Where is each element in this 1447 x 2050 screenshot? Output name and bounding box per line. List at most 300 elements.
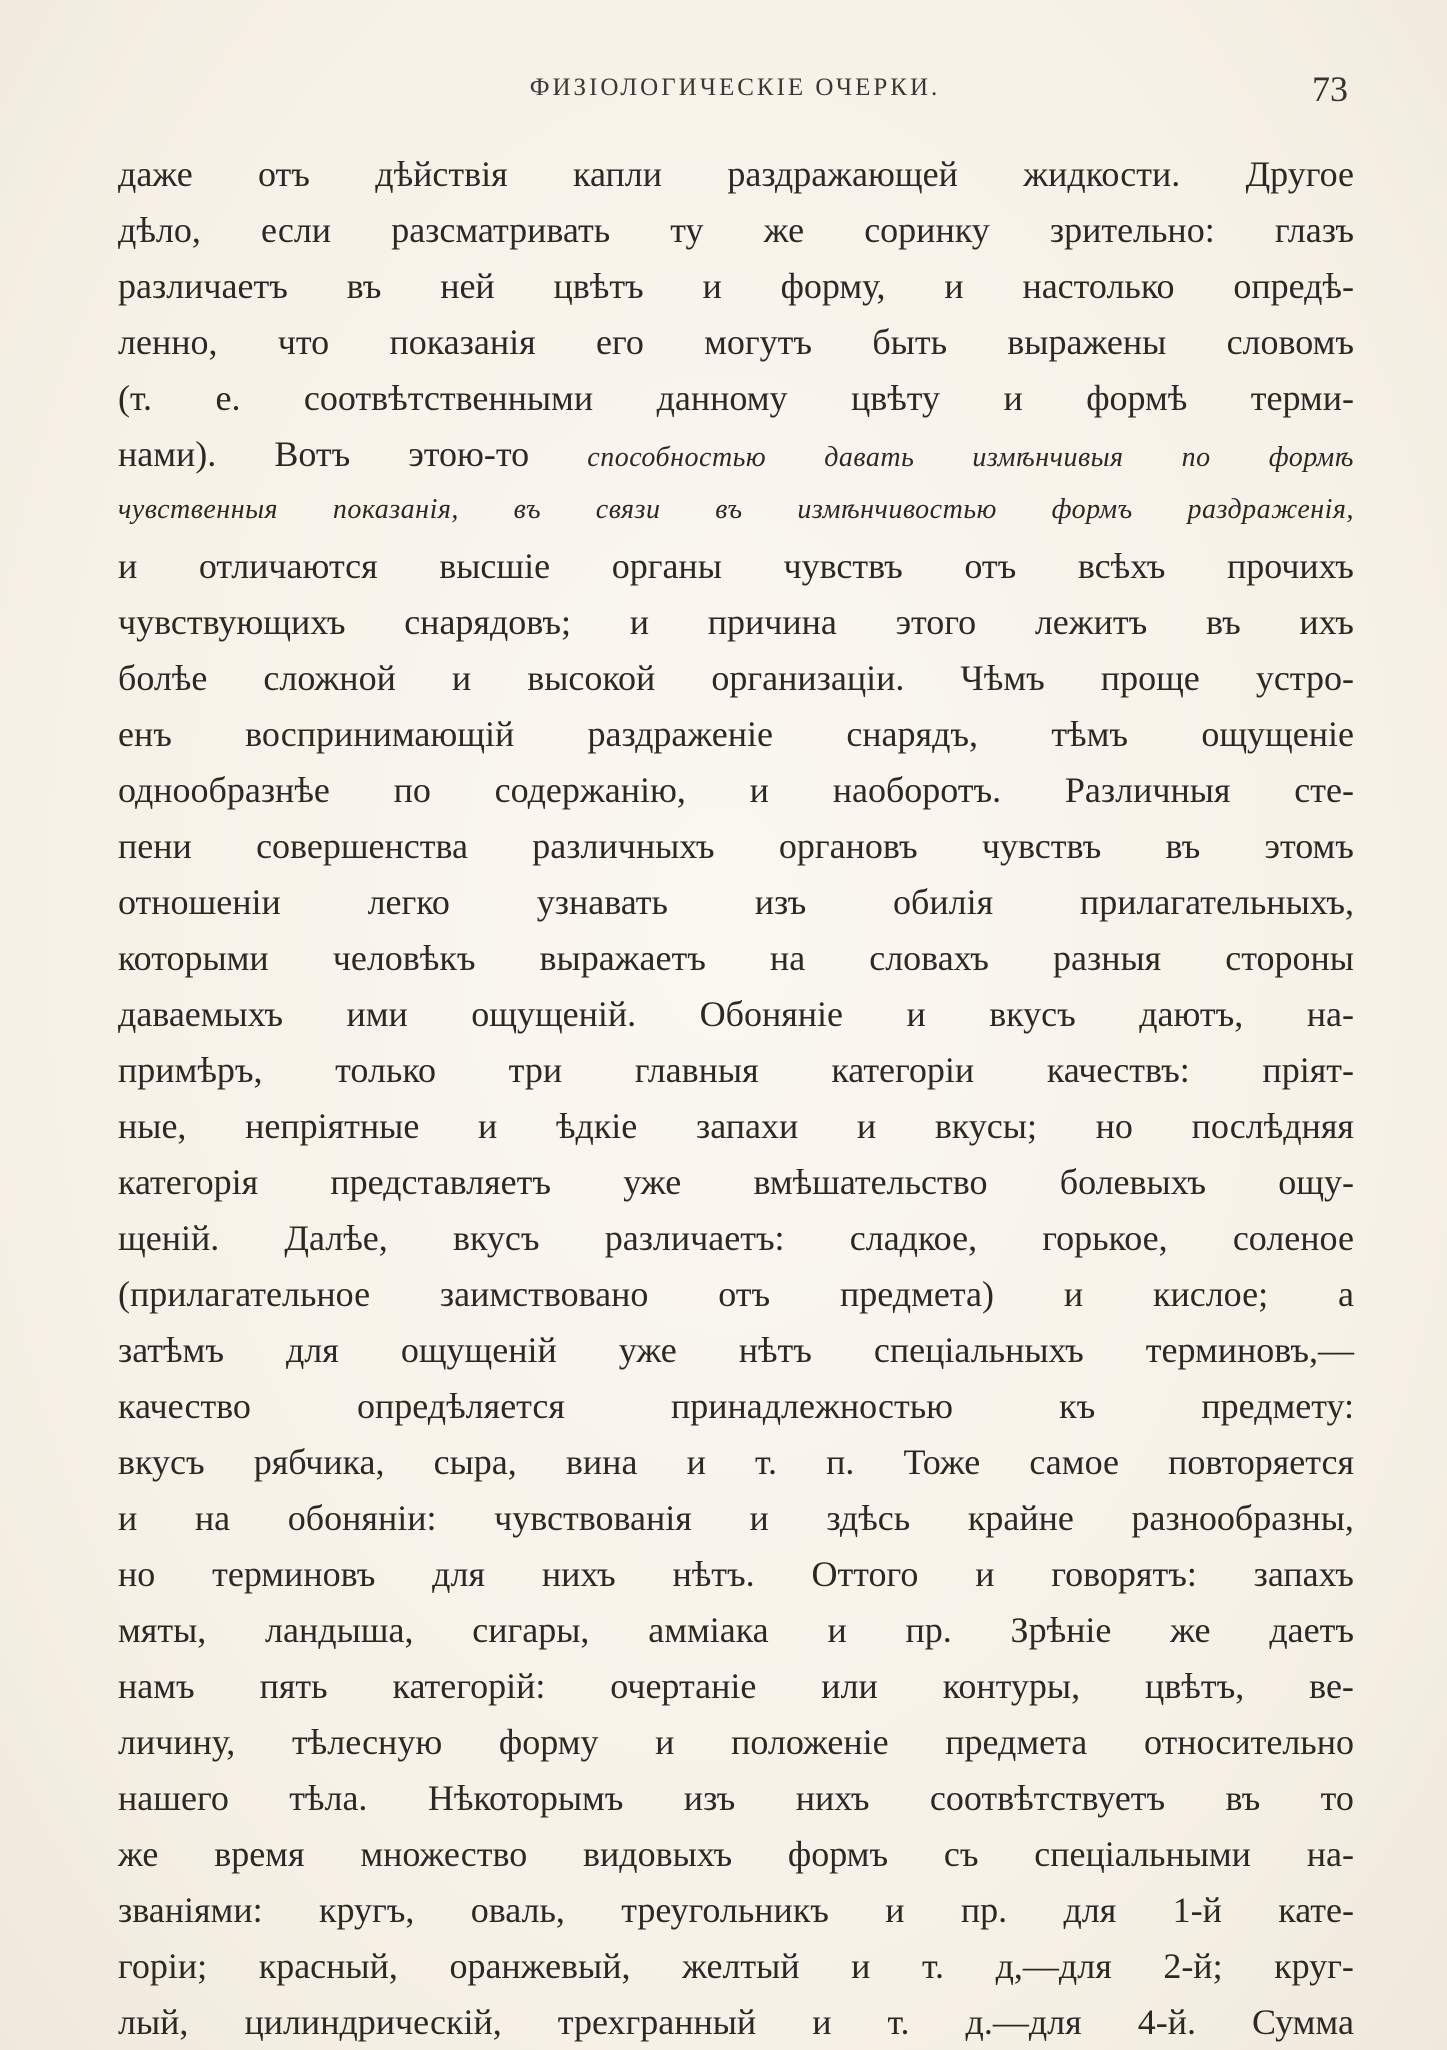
word: вмѣшательство [753, 1162, 988, 1202]
word: категоріи [831, 1050, 975, 1090]
word: пять [259, 1666, 328, 1706]
word: Чѣмъ [960, 658, 1045, 698]
word: главныя [634, 1050, 759, 1090]
word: въ [1165, 826, 1201, 866]
word: формъ [787, 1834, 889, 1874]
text-line [118, 538, 1354, 594]
word: горіи; [118, 1946, 208, 1986]
word: этого [895, 602, 977, 642]
word: сигары, [472, 1610, 590, 1650]
word: и [812, 2002, 832, 2042]
word: разнообразны, [1131, 1498, 1354, 1538]
word: то [1320, 1778, 1354, 1818]
word: или [821, 1666, 878, 1706]
word: отъ [964, 546, 1017, 586]
word: содержанію, [494, 770, 686, 810]
text-line [118, 1098, 1354, 1154]
word: и [686, 1442, 706, 1482]
word: ленно, [118, 322, 218, 362]
word: 2-й; [1163, 1946, 1223, 1986]
word: совершенства [256, 826, 468, 866]
text-line [118, 1770, 1354, 1826]
word: тѣмъ [1051, 714, 1129, 754]
word: сыра, [433, 1442, 517, 1482]
text-line [118, 370, 1354, 426]
word: нихъ [541, 1554, 616, 1594]
word: Тоже [903, 1442, 981, 1482]
word: и [749, 1498, 769, 1538]
word: цвѣтъ, [1145, 1666, 1245, 1706]
word: и [478, 1106, 498, 1146]
word: его [595, 322, 644, 362]
word: непріятные [245, 1106, 420, 1146]
word: раздраженія, [1187, 494, 1354, 525]
word: различаетъ [118, 266, 288, 306]
word: формѣ [1086, 378, 1188, 418]
word: положеніе [731, 1722, 889, 1762]
word: показанія [389, 322, 536, 362]
word: категорій: [392, 1666, 546, 1706]
text-line [118, 482, 1354, 538]
word: ощущеній [400, 1330, 557, 1370]
word: качествъ: [1046, 1050, 1190, 1090]
word: пріят- [1262, 1050, 1354, 1090]
word: вкусъ [989, 994, 1076, 1034]
word: терминовъ [212, 1554, 376, 1594]
word: чувствованія [494, 1498, 692, 1538]
word: зрительно: [1049, 210, 1215, 250]
word: множество [360, 1834, 528, 1874]
word: терми- [1250, 378, 1354, 418]
word: ими [346, 994, 408, 1034]
word: и [655, 1722, 675, 1762]
word: въ [715, 494, 743, 525]
word: чувствъ [783, 546, 903, 586]
word: связи [595, 494, 661, 525]
word: болѣе [118, 658, 208, 698]
word: по [393, 770, 431, 810]
word: д,—для [995, 1946, 1112, 1986]
word: въ [1205, 602, 1241, 642]
word: тѣла. [289, 1778, 368, 1818]
text-line [118, 1882, 1354, 1938]
word: и [118, 546, 138, 586]
word: а [1337, 1274, 1354, 1314]
word: воспринимающій [245, 714, 515, 754]
word: и [749, 770, 769, 810]
word: амміака [648, 1610, 769, 1650]
text-line [118, 1434, 1354, 1490]
running-header [120, 68, 1350, 118]
word: здѣсь [826, 1498, 911, 1538]
word: и [1003, 378, 1023, 418]
word: предмета) [840, 1274, 994, 1314]
word: принадлежностью [670, 1386, 954, 1426]
word: цвѣтъ [553, 266, 644, 306]
word: словомъ [1226, 322, 1354, 362]
word: три [508, 1050, 563, 1090]
word: въ [513, 494, 541, 525]
word: время [214, 1834, 305, 1874]
word: по [1181, 442, 1211, 473]
word: и [975, 1554, 995, 1594]
word: терминовъ,— [1145, 1330, 1354, 1370]
text-line [118, 986, 1354, 1042]
word: Нѣкоторымъ [427, 1778, 624, 1818]
text-line [118, 874, 1354, 930]
word: причина [707, 602, 837, 642]
word: что [277, 322, 330, 362]
text-line [118, 1490, 1354, 1546]
word: болевыхъ [1059, 1162, 1206, 1202]
word: спеціальныхъ [873, 1330, 1084, 1370]
text-line [118, 1154, 1354, 1210]
word: ихъ [1299, 602, 1354, 642]
word: соринку [864, 210, 990, 250]
word: лежитъ [1034, 602, 1148, 642]
word: Оттого [811, 1554, 919, 1594]
word: ные, [118, 1106, 187, 1146]
word: но [118, 1554, 156, 1594]
word: самое [1029, 1442, 1119, 1482]
word: изъ [754, 882, 807, 922]
word: цилиндрическій, [244, 2002, 502, 2042]
word: видовыхъ [583, 1834, 733, 1874]
word: и [856, 1106, 877, 1146]
word: къ [1059, 1386, 1096, 1426]
word: и [885, 1890, 905, 1930]
word: нами). [118, 434, 217, 474]
word: органы [611, 546, 722, 586]
word: (прилагательное [118, 1274, 371, 1314]
word: дѣйствія [375, 154, 508, 194]
word: могутъ [704, 322, 813, 362]
word: Различныя [1064, 770, 1231, 810]
word: оваль, [470, 1890, 565, 1930]
word: снарядовъ; [404, 602, 572, 642]
word: для [285, 1330, 339, 1370]
text-line [118, 1994, 1354, 2050]
word: проще [1100, 658, 1200, 698]
word: измѣнчивостью [797, 494, 997, 525]
word: рябчика, [253, 1442, 385, 1482]
word: горькое, [1042, 1218, 1168, 1258]
word: уже [618, 1330, 677, 1370]
text-line [118, 1266, 1354, 1322]
word: запахъ [1253, 1554, 1354, 1594]
word: форму, [780, 266, 886, 306]
word: нихъ [795, 1778, 870, 1818]
word: ту [670, 210, 704, 250]
word: качество [118, 1386, 251, 1426]
word: показанія, [332, 494, 459, 525]
word: треугольникъ [621, 1890, 829, 1930]
word: уже [623, 1162, 682, 1202]
word: ощу- [1278, 1162, 1354, 1202]
word: обоняніи: [287, 1498, 437, 1538]
text-line [118, 1602, 1354, 1658]
word: Сумма [1251, 2002, 1354, 2042]
text-line [118, 314, 1354, 370]
word: этомъ [1264, 826, 1354, 866]
word: очертаніе [610, 1666, 757, 1706]
word: оранжевый, [449, 1946, 631, 1986]
word: пр. [960, 1890, 1008, 1930]
word: послѣдняя [1191, 1106, 1354, 1146]
word: Вотъ [274, 434, 351, 474]
word: вкусъ [452, 1218, 540, 1258]
word: вкусы; [934, 1106, 1037, 1146]
word: высшіе [439, 546, 551, 586]
word: формъ [1051, 494, 1133, 525]
word: и [906, 994, 926, 1034]
word: изъ [683, 1778, 736, 1818]
word: чувственныя [118, 494, 279, 525]
word: въ [1225, 1778, 1261, 1818]
text-line [118, 762, 1354, 818]
word: д.—для [965, 2002, 1082, 2042]
word: вина [565, 1442, 638, 1482]
word: отношеніи [118, 882, 281, 922]
word: и [1063, 1274, 1084, 1314]
word: выражаетъ [539, 938, 706, 978]
word: измѣнчивыя [972, 442, 1124, 473]
word: формѣ [1268, 442, 1354, 473]
word: и [944, 266, 964, 306]
word: ѣдкіе [555, 1106, 638, 1146]
word: соотвѣтствуетъ [929, 1778, 1166, 1818]
word: органовъ [778, 826, 918, 866]
word: 1-й [1172, 1890, 1222, 1930]
word: наоборотъ. [832, 770, 1002, 810]
body-text [118, 146, 1354, 2050]
word: кислое; [1152, 1274, 1269, 1314]
word: на [194, 1498, 231, 1538]
text-line [118, 1546, 1354, 1602]
word: на [769, 938, 806, 978]
word: нашего [118, 1778, 229, 1818]
word: предмету: [1201, 1386, 1354, 1426]
word: соленое [1232, 1218, 1354, 1258]
word: предмета [945, 1722, 1088, 1762]
word: ощущеній. [471, 994, 637, 1034]
word: (т. [118, 378, 153, 418]
text-line [118, 426, 1354, 482]
text-line [118, 202, 1354, 258]
word: обилія [893, 882, 994, 922]
text-line [118, 706, 1354, 762]
word: этою-то [408, 434, 530, 474]
text-line [118, 650, 1354, 706]
word: намъ [118, 1666, 195, 1706]
word: запахи [695, 1106, 799, 1146]
word: данному [656, 378, 788, 418]
word: давать [824, 442, 915, 473]
word: Далѣе, [284, 1218, 388, 1258]
word: и [851, 1946, 871, 1986]
word: въ [346, 266, 382, 306]
word: отъ [258, 154, 310, 194]
word: словахъ [869, 938, 989, 978]
text-line [118, 146, 1354, 202]
word: разныя [1053, 938, 1162, 978]
word: и [702, 266, 722, 306]
text-line [118, 1322, 1354, 1378]
page-number: 73 [1312, 69, 1348, 109]
word: способностью [587, 442, 767, 473]
word: форму [498, 1722, 599, 1762]
word: жидкости. [1023, 154, 1181, 194]
word: же [763, 210, 805, 250]
word: устро- [1255, 658, 1354, 698]
word: узнавать [536, 882, 668, 922]
text-line [118, 1938, 1354, 1994]
word: опредѣляется [357, 1386, 565, 1426]
word: даетъ [1269, 1610, 1354, 1650]
word: щеній. [118, 1218, 220, 1258]
word: раздраженіе [587, 714, 774, 754]
word: на- [1306, 1834, 1354, 1874]
word: крайне [967, 1498, 1074, 1538]
word: съ [943, 1834, 979, 1874]
word: т. [922, 1946, 945, 1986]
word: званіями: [118, 1890, 263, 1930]
word: раздражающей [727, 154, 958, 194]
word: разсматривать [391, 210, 611, 250]
word: отъ [718, 1274, 771, 1314]
word: чувствъ [981, 826, 1102, 866]
word: цвѣту [850, 378, 941, 418]
word: различныхъ [532, 826, 715, 866]
word: даваемыхъ [118, 994, 283, 1034]
text-line [118, 930, 1354, 986]
word: нѣтъ. [672, 1554, 755, 1594]
word: капли [573, 154, 662, 194]
word: красный, [258, 1946, 398, 1986]
word: высокой [527, 658, 656, 698]
word: всѣхъ [1077, 546, 1166, 586]
word: если [260, 210, 332, 250]
word: которыми [118, 938, 269, 978]
text-line [118, 594, 1354, 650]
word: повторяется [1168, 1442, 1354, 1482]
word: соотвѣтственными [303, 378, 594, 418]
text-line [118, 1714, 1354, 1770]
word: сладкое, [849, 1218, 978, 1258]
text-line [118, 258, 1354, 314]
word: и [629, 602, 649, 642]
word: затѣмъ [118, 1330, 224, 1370]
word: мяты, [118, 1610, 207, 1650]
word: т. [887, 2002, 910, 2042]
word: Зрѣніе [1010, 1610, 1112, 1650]
word: п. [826, 1442, 855, 1482]
word: даютъ, [1139, 994, 1244, 1034]
word: чувствующихъ [118, 602, 346, 642]
word: же [1170, 1610, 1211, 1650]
word: пр. [905, 1610, 952, 1650]
word: Обоняніе [699, 994, 844, 1034]
word: вкусъ [118, 1442, 205, 1482]
word: нѣтъ [738, 1330, 812, 1370]
word: отличаются [198, 546, 378, 586]
word: относительно [1143, 1722, 1354, 1762]
word: дѣло, [118, 210, 201, 250]
word: трехгранный [557, 2002, 757, 2042]
text-line [118, 1658, 1354, 1714]
word: опредѣ- [1233, 266, 1354, 306]
word: же [118, 1834, 159, 1874]
word: глазъ [1274, 210, 1354, 250]
word: говорятъ: [1051, 1554, 1197, 1594]
word: лый, [118, 2002, 189, 2042]
word: сте- [1294, 770, 1354, 810]
text-line [118, 1378, 1354, 1434]
word: примѣръ, [118, 1050, 263, 1090]
text-line [118, 1042, 1354, 1098]
word: даже [118, 154, 193, 194]
word: т. [754, 1442, 777, 1482]
word: быть [872, 322, 947, 362]
word: и [827, 1610, 847, 1650]
word: енъ [118, 714, 172, 754]
word: желтый [682, 1946, 800, 1986]
word: ней [440, 266, 495, 306]
word: пени [118, 826, 192, 866]
word: ландыша, [265, 1610, 414, 1650]
word: 4-й. [1137, 2002, 1196, 2042]
word: кругъ, [318, 1890, 415, 1930]
word: и [451, 658, 472, 698]
word: спеціальными [1034, 1834, 1251, 1874]
word: заимствовано [439, 1274, 649, 1314]
word: но [1095, 1106, 1133, 1146]
word: различаетъ: [604, 1218, 785, 1258]
word: только [335, 1050, 436, 1090]
word: круг- [1274, 1946, 1354, 1986]
text-line [118, 1826, 1354, 1882]
word: настолько [1022, 266, 1175, 306]
word: категорія [118, 1162, 259, 1202]
word: ве- [1309, 1666, 1354, 1706]
word: выражены [1007, 322, 1167, 362]
word: организаціи. [711, 658, 905, 698]
word: прочихъ [1226, 546, 1354, 586]
word: Другое [1245, 154, 1354, 194]
word: легко [367, 882, 450, 922]
word: кате- [1278, 1890, 1354, 1930]
word: сложной [263, 658, 396, 698]
word: прилагательныхъ, [1079, 882, 1354, 922]
word: е. [215, 378, 241, 418]
word: контуры, [942, 1666, 1081, 1706]
word: представляетъ [330, 1162, 551, 1202]
word: для [1063, 1890, 1117, 1930]
word: ощущеніе [1201, 714, 1354, 754]
word: личину, [118, 1722, 236, 1762]
word: человѣкъ [332, 938, 476, 978]
text-line [118, 818, 1354, 874]
word: стороны [1225, 938, 1354, 978]
word: однообразнѣе [118, 770, 330, 810]
word: и [118, 1498, 138, 1538]
word: тѣлесную [291, 1722, 443, 1762]
word: на- [1306, 994, 1354, 1034]
word: для [432, 1554, 485, 1594]
text-line [118, 1210, 1354, 1266]
running-title: ФИЗІОЛОГИЧЕСКІЕ ОЧЕРКИ. [529, 74, 941, 101]
word: снарядъ, [846, 714, 979, 754]
